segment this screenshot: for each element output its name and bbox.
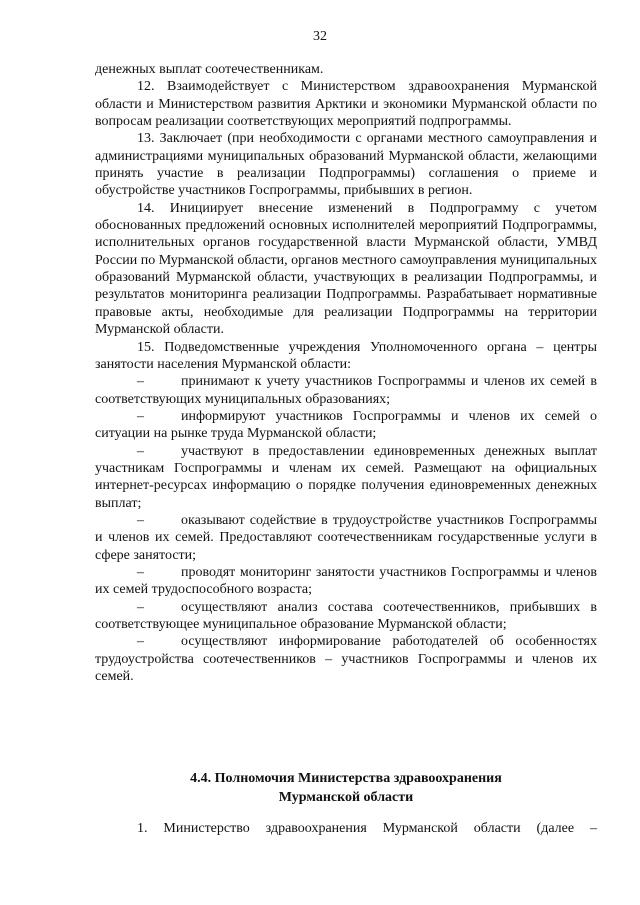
list-item — [95, 599, 597, 634]
list-dash: – — [137, 564, 144, 580]
section-heading — [95, 769, 597, 807]
body-text — [95, 61, 597, 685]
paragraph — [95, 78, 597, 130]
paragraph-text: проводят мониторинг занятости участников Госпрограммы и членов их семей трудоспособного возраста; — [95, 564, 597, 598]
list-dash: – — [137, 599, 144, 615]
list-item — [95, 443, 597, 512]
list-item — [95, 633, 597, 685]
paragraph-text: оказывают содействие в трудоустройстве участников Госпрограммы и членов их семей. Предоставляют соотечественникам государственные услуги в сфере занятости; — [95, 512, 597, 563]
paragraph — [95, 130, 597, 199]
paragraph-text: 14. Инициирует внесение изменений в Подпрограмму с учетом обоснованных предложений основных исполнителей мероприятий Подпрограммы, исполнительных органов государственной власти Мурманской области, УМВД России по Мурманской области, органов местного самоуправления муниципальных образований Мурманской области, участвующих в реализации Подпрограммы, и результатов мониторинга реализации Подпрограммы. Разрабатывает нормативные правовые акты, необходимые для реализации Подпрограммы на территории Мурманской области. — [95, 200, 597, 338]
list-dash: – — [137, 408, 144, 424]
section-heading-line-2: Мурманской области — [278, 790, 414, 805]
paragraph — [95, 339, 597, 374]
paragraph-text: осуществляют информирование работодателей об особенностях трудоустройства соотечественников – участников Госпрограммы и членов их семей. — [95, 634, 597, 685]
list-dash: – — [137, 634, 144, 650]
list-dash: – — [137, 443, 144, 459]
paragraph-text: информируют участников Госпрограммы и членов их семей о ситуации на рынке труда Мурманской области; — [95, 408, 597, 442]
paragraph-text: денежных выплат соотечественникам. — [95, 62, 324, 77]
list-dash: – — [137, 374, 144, 390]
list-item — [95, 373, 597, 408]
paragraph-text: 13. Заключает (при необходимости с органами местного самоуправления и администрациями муниципальных образований Мурманской области, желающими принять участие в реализации Подпрограммы) соглашения о приеме и обустройстве участников Госпрограммы, прибывших в регион. — [95, 131, 597, 199]
paragraph-text: осуществляют анализ состава соотечественников, прибывших в соответствующее муниципальное образование Мурманской области; — [95, 599, 597, 632]
section-heading-line-1: 4.4. Полномочия Министерства здравоохранения — [190, 771, 502, 786]
paragraph-text: принимают к учету участников Госпрограммы и членов их семей в соответствующих муниципальных образованиях; — [95, 374, 597, 407]
list-item — [95, 408, 597, 443]
paragraph — [95, 200, 597, 339]
paragraph-text: участвуют в предоставлении единовременных денежных выплат участникам Госпрограммы и членам их семей. Размещают на официальных интернет-ресурсах информацию о порядке получения единовременных денежных выплат; — [95, 443, 597, 511]
list-dash: – — [137, 512, 144, 528]
list-item — [95, 564, 597, 599]
paragraph — [95, 61, 597, 78]
section-first-paragraph: 1. Министерство здравоохранения Мурманской области (далее – — [137, 821, 597, 836]
list-item — [95, 512, 597, 564]
paragraph-text: 15. Подведомственные учреждения Уполномоченного органа – центры занятости населения Мурманской области: — [95, 339, 597, 372]
page-number: 32 — [313, 29, 327, 44]
paragraph-text: 12. Взаимодействует с Министерством здравоохранения Мурманской области и Министерством развития Арктики и экономики Мурманской области по вопросам реализации соответствующих мероприятий подпрограммы. — [95, 79, 597, 130]
